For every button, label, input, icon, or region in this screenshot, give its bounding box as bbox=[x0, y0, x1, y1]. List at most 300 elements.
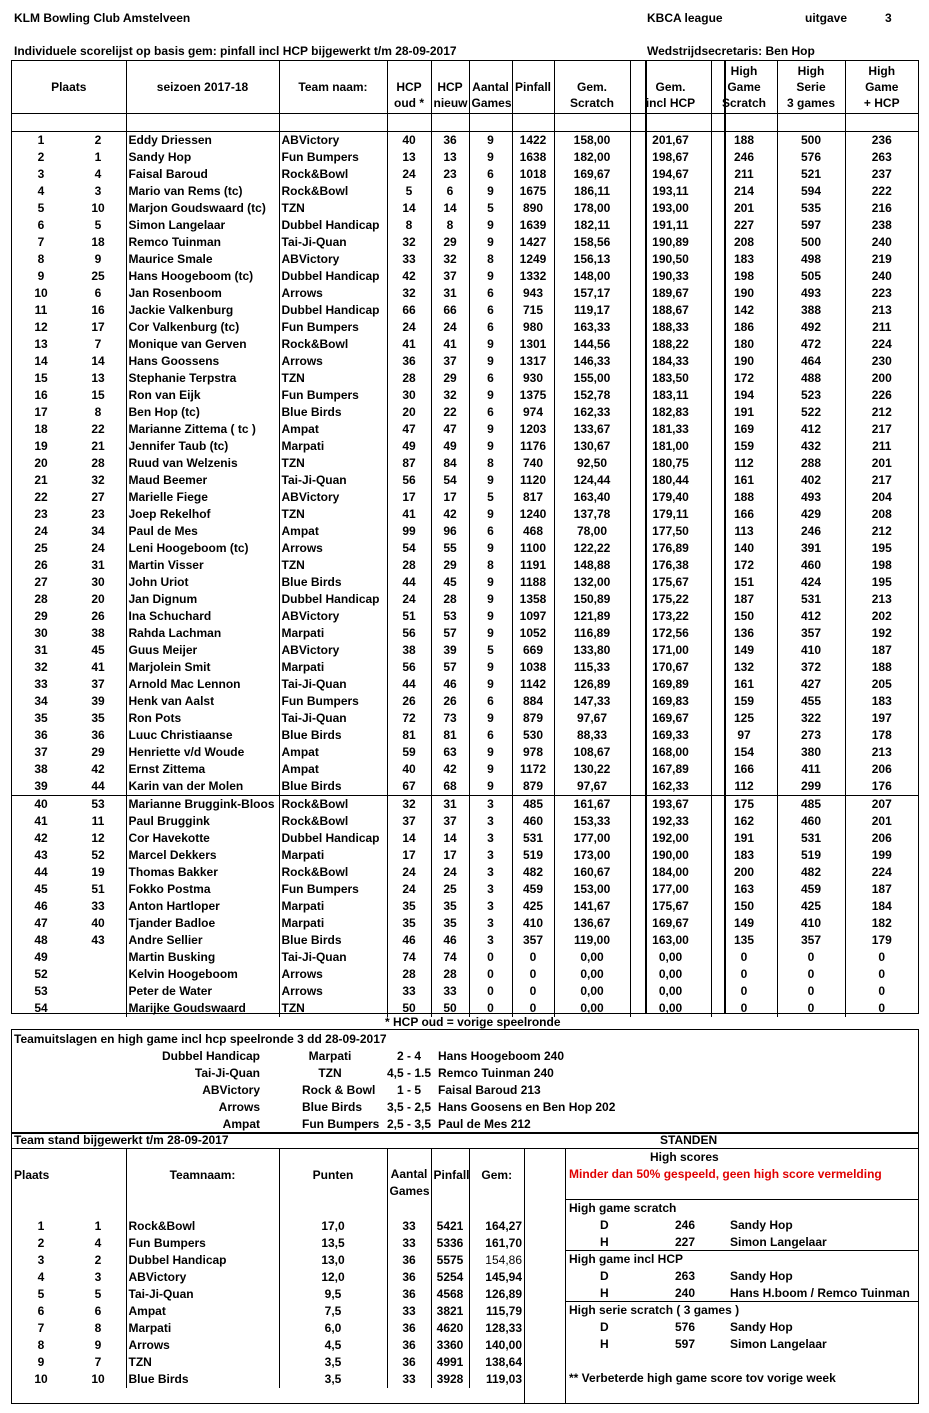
player-row bbox=[12, 693, 918, 710]
rank-cell bbox=[12, 693, 126, 710]
gem-hcp: 184,00 bbox=[630, 864, 711, 881]
player-name: Simon Langelaar bbox=[126, 217, 279, 234]
high-serie: 410 bbox=[777, 642, 845, 659]
player-name: Joep Rekelhof bbox=[126, 506, 279, 523]
gem-hcp: 188,67 bbox=[630, 302, 711, 319]
prev-rank: 42 bbox=[91, 762, 105, 776]
player-row bbox=[12, 574, 918, 591]
points: 12,0 bbox=[279, 1269, 387, 1286]
high-serie: 500 bbox=[777, 234, 845, 251]
hcp-oud: 14 bbox=[387, 200, 431, 217]
player-name: Martin Visser bbox=[126, 557, 279, 574]
team-name: Dubbel Handicap bbox=[279, 591, 387, 608]
player-row bbox=[12, 608, 918, 625]
pinfall: 485 bbox=[512, 796, 554, 814]
gem-scratch: 178,00 bbox=[554, 200, 630, 217]
rank: 1 bbox=[37, 1219, 45, 1233]
high-serie: 432 bbox=[777, 438, 845, 455]
col-high-serie bbox=[777, 61, 845, 114]
points: 6,0 bbox=[279, 1320, 387, 1337]
gem-scratch: 97,67 bbox=[554, 710, 630, 727]
hcp-oud: 42 bbox=[387, 268, 431, 285]
home-team: Dubbel Handicap bbox=[161, 1049, 260, 1063]
rank-cell bbox=[12, 659, 126, 676]
hcp-nieuw: 14 bbox=[431, 200, 469, 217]
rank-cell bbox=[12, 881, 126, 898]
hcp-nieuw: 42 bbox=[431, 761, 469, 778]
player-name: Ben Hop (tc) bbox=[126, 404, 279, 421]
high-game: 246 bbox=[711, 149, 777, 166]
points: 3,5 bbox=[279, 1354, 387, 1371]
high-game: 208 bbox=[711, 234, 777, 251]
high-game-hcp: 237 bbox=[845, 166, 918, 183]
team-name: Arrows bbox=[279, 353, 387, 370]
high-game-hcp: 230 bbox=[845, 353, 918, 370]
pinfall: 669 bbox=[512, 642, 554, 659]
pinfall: 1675 bbox=[512, 183, 554, 200]
col-hcp-nieuw-l2: nieuw bbox=[433, 96, 468, 110]
gem-scratch: 182,00 bbox=[554, 149, 630, 166]
player-row bbox=[12, 353, 918, 370]
games: 9 bbox=[469, 234, 512, 251]
hcp-nieuw: 53 bbox=[431, 608, 469, 625]
home-team: Tai-Ji-Quan bbox=[194, 1066, 260, 1080]
games: 36 bbox=[387, 1354, 431, 1371]
rank: 8 bbox=[37, 252, 45, 266]
secretary: Wedstrijdsecretaris: Ben Hop bbox=[647, 44, 815, 58]
high-serie: 505 bbox=[777, 268, 845, 285]
score-value: 576 bbox=[674, 1320, 696, 1334]
hcp-nieuw: 37 bbox=[431, 813, 469, 830]
pinfall: 1301 bbox=[512, 336, 554, 353]
gem-scratch: 133,80 bbox=[554, 642, 630, 659]
pinfall: 5421 bbox=[431, 1218, 469, 1235]
high-game-hcp: 222 bbox=[845, 183, 918, 200]
games: 0 bbox=[469, 983, 512, 1000]
gem-scratch: 158,56 bbox=[554, 234, 630, 251]
high-game-hcp: 236 bbox=[845, 132, 918, 150]
hcp-nieuw: 49 bbox=[431, 438, 469, 455]
high-score-section-title: High game incl HCP bbox=[569, 1252, 684, 1266]
player-row bbox=[12, 591, 918, 608]
high-game-hcp: 206 bbox=[845, 761, 918, 778]
high-serie: 412 bbox=[777, 421, 845, 438]
list-subtitle: Individuele scorelijst op basis gem: pinfall incl HCP bijgewerkt t/m 28-09-2017 bbox=[14, 44, 457, 58]
rank: 44 bbox=[34, 865, 48, 879]
team-name: Tai-Ji-Quan bbox=[279, 472, 387, 489]
division-label: H bbox=[600, 1337, 609, 1351]
team-name: Blue Birds bbox=[126, 1371, 279, 1388]
player-row bbox=[12, 370, 918, 387]
team-name: Blue Birds bbox=[279, 778, 387, 796]
home-team: Ampat bbox=[222, 1117, 260, 1131]
pinfall: 1188 bbox=[512, 574, 554, 591]
prev-rank: 52 bbox=[91, 848, 105, 862]
player-name: Jackie Valkenburg bbox=[126, 302, 279, 319]
pinfall: 1358 bbox=[512, 591, 554, 608]
high-game-hcp: 213 bbox=[845, 744, 918, 761]
rank-cell bbox=[12, 438, 126, 455]
team-name: Rock&Bowl bbox=[126, 1218, 279, 1235]
player-name: Paul Bruggink bbox=[126, 813, 279, 830]
player-name: Paul de Mes bbox=[126, 523, 279, 540]
high-game: 227 bbox=[711, 217, 777, 234]
high-game: 112 bbox=[711, 455, 777, 472]
rank-cell bbox=[12, 506, 126, 523]
match-score: 3,5 - 2,5 bbox=[386, 1100, 432, 1114]
team-name: Fun Bumpers bbox=[279, 693, 387, 710]
player-row bbox=[12, 404, 918, 421]
prev-rank: 2 bbox=[94, 1253, 102, 1267]
rank-cell bbox=[12, 813, 126, 830]
team-name: TZN bbox=[279, 557, 387, 574]
rank: 27 bbox=[34, 575, 48, 589]
rank-cell bbox=[12, 710, 126, 727]
hcp-oud: 32 bbox=[387, 234, 431, 251]
gem-hcp: 175,67 bbox=[630, 898, 711, 915]
rank-cell bbox=[12, 830, 126, 847]
high-game: 162 bbox=[711, 813, 777, 830]
rank: 9 bbox=[37, 1355, 45, 1369]
player-row bbox=[12, 932, 918, 949]
points: 7,5 bbox=[279, 1303, 387, 1320]
hcp-oud: 46 bbox=[387, 932, 431, 949]
games: 9 bbox=[469, 506, 512, 523]
high-game: 154 bbox=[711, 744, 777, 761]
pinfall: 1240 bbox=[512, 506, 554, 523]
gem-scratch: 148,00 bbox=[554, 268, 630, 285]
gem-hcp: 182,83 bbox=[630, 404, 711, 421]
high-game-hcp: 0 bbox=[845, 966, 918, 983]
high-game-hcp: 240 bbox=[845, 268, 918, 285]
hcp-oud: 24 bbox=[387, 864, 431, 881]
high-game-hcp: 208 bbox=[845, 506, 918, 523]
high-game: 166 bbox=[711, 506, 777, 523]
team-name: Marpati bbox=[279, 659, 387, 676]
high-serie: 482 bbox=[777, 864, 845, 881]
col-high-game-hcp-l3: + HCP bbox=[863, 96, 900, 110]
hcp-nieuw: 26 bbox=[431, 693, 469, 710]
hcp-nieuw: 46 bbox=[431, 932, 469, 949]
player-name: Rahda Lachman bbox=[126, 625, 279, 642]
pinfall: 468 bbox=[512, 523, 554, 540]
standings-row bbox=[12, 1269, 524, 1286]
rank: 33 bbox=[34, 677, 48, 691]
rank: 3 bbox=[37, 1253, 45, 1267]
high-serie: 391 bbox=[777, 540, 845, 557]
pinfall: 890 bbox=[512, 200, 554, 217]
pinfall: 978 bbox=[512, 744, 554, 761]
player-name: Ron Pots bbox=[126, 710, 279, 727]
team-name: Rock&Bowl bbox=[279, 166, 387, 183]
hcp-nieuw: 6 bbox=[431, 183, 469, 200]
prev-rank: 8 bbox=[94, 405, 102, 419]
games: 6 bbox=[469, 166, 512, 183]
standings-body bbox=[12, 1218, 524, 1388]
player-name: Kelvin Hoogeboom bbox=[126, 966, 279, 983]
high-game-hcp: 205 bbox=[845, 676, 918, 693]
rank-cell bbox=[12, 166, 126, 183]
score-value: 263 bbox=[674, 1269, 696, 1283]
gem-hcp: 192,00 bbox=[630, 830, 711, 847]
pinfall: 1018 bbox=[512, 166, 554, 183]
team-name: Tai-Ji-Quan bbox=[279, 676, 387, 693]
high-game-hcp: 213 bbox=[845, 302, 918, 319]
hcp-nieuw: 23 bbox=[431, 166, 469, 183]
team-name: Fun Bumpers bbox=[279, 387, 387, 404]
player-name: Hans Goossens bbox=[126, 353, 279, 370]
prev-rank: 1 bbox=[94, 1219, 102, 1233]
prev-rank: 41 bbox=[91, 660, 105, 674]
rank: 31 bbox=[34, 643, 48, 657]
hcp-oud: 54 bbox=[387, 540, 431, 557]
games: 6 bbox=[469, 285, 512, 302]
gem-hcp: 190,33 bbox=[630, 268, 711, 285]
hcp-nieuw: 28 bbox=[431, 966, 469, 983]
high-game-hcp: 187 bbox=[845, 642, 918, 659]
high-game-hcp: 202 bbox=[845, 608, 918, 625]
rank: 54 bbox=[34, 1001, 48, 1015]
rank: 46 bbox=[34, 899, 48, 913]
hcp-oud: 24 bbox=[387, 319, 431, 336]
high-game-hcp: 216 bbox=[845, 200, 918, 217]
high-serie: 288 bbox=[777, 455, 845, 472]
pinfall: 3821 bbox=[431, 1303, 469, 1320]
hcp-nieuw: 57 bbox=[431, 659, 469, 676]
games: 9 bbox=[469, 710, 512, 727]
player-name: Arnold Mac Lennon bbox=[126, 676, 279, 693]
high-game: 149 bbox=[711, 642, 777, 659]
gem-scratch: 119,17 bbox=[554, 302, 630, 319]
rank: 11 bbox=[34, 303, 48, 317]
gem-scratch: 78,00 bbox=[554, 523, 630, 540]
hcp-nieuw: 33 bbox=[431, 983, 469, 1000]
hcp-nieuw: 17 bbox=[431, 489, 469, 506]
hcp-nieuw: 37 bbox=[431, 268, 469, 285]
high-game: 200 bbox=[711, 864, 777, 881]
col-gem-scratch bbox=[554, 61, 630, 114]
player-row bbox=[12, 234, 918, 251]
rank-cell bbox=[12, 149, 126, 166]
team-name: Arrows bbox=[279, 966, 387, 983]
rank: 49 bbox=[34, 950, 48, 964]
high-game-hcp: 195 bbox=[845, 540, 918, 557]
player-row bbox=[12, 285, 918, 302]
away-team: Marpati bbox=[308, 1049, 352, 1063]
games: 5 bbox=[469, 642, 512, 659]
score-player: Simon Langelaar bbox=[730, 1337, 827, 1351]
high-game: 159 bbox=[711, 438, 777, 455]
player-row bbox=[12, 915, 918, 932]
pinfall: 930 bbox=[512, 370, 554, 387]
gem-scratch: 153,00 bbox=[554, 881, 630, 898]
rank: 7 bbox=[37, 1321, 45, 1335]
gem-scratch: 152,78 bbox=[554, 387, 630, 404]
player-row bbox=[12, 642, 918, 659]
prev-rank: 19 bbox=[91, 865, 105, 879]
col-plaats: Plaats bbox=[51, 80, 87, 94]
col-high-game-hcp bbox=[845, 61, 918, 114]
high-game: 183 bbox=[711, 251, 777, 268]
games: 8 bbox=[469, 455, 512, 472]
rank: 4 bbox=[37, 1270, 45, 1284]
away-team: Rock & Bowl bbox=[302, 1083, 376, 1097]
col-pinfall: Pinfall bbox=[512, 61, 554, 114]
section-divider bbox=[566, 1250, 918, 1251]
player-row bbox=[12, 336, 918, 353]
gem-hcp: 180,75 bbox=[630, 455, 711, 472]
pinfall: 715 bbox=[512, 302, 554, 319]
points: 13,5 bbox=[279, 1235, 387, 1252]
high-game-hcp: 178 bbox=[845, 727, 918, 744]
player-name: Guus Meijer bbox=[126, 642, 279, 659]
gem-scratch: 115,33 bbox=[554, 659, 630, 676]
rank: 34 bbox=[34, 694, 48, 708]
rank: 37 bbox=[34, 745, 48, 759]
games: 9 bbox=[469, 336, 512, 353]
hcp-nieuw: 24 bbox=[431, 319, 469, 336]
player-row bbox=[12, 778, 918, 796]
high-serie: 402 bbox=[777, 472, 845, 489]
high-game: 191 bbox=[711, 830, 777, 847]
hcp-nieuw: 45 bbox=[431, 574, 469, 591]
pinfall: 879 bbox=[512, 710, 554, 727]
hcp-oud: 47 bbox=[387, 421, 431, 438]
games: 3 bbox=[469, 830, 512, 847]
hcp-oud: 44 bbox=[387, 676, 431, 693]
gem-hcp: 171,00 bbox=[630, 642, 711, 659]
player-row bbox=[12, 319, 918, 336]
hcp-oud: 50 bbox=[387, 1000, 431, 1017]
high-game: 135 bbox=[711, 932, 777, 949]
prev-rank: 33 bbox=[91, 899, 105, 913]
games: 9 bbox=[469, 761, 512, 778]
gem-scratch: 161,67 bbox=[554, 796, 630, 814]
prev-rank: 37 bbox=[91, 677, 105, 691]
high-score-section-title: High game scratch bbox=[569, 1201, 677, 1215]
high-game: 142 bbox=[711, 302, 777, 319]
rank: 42 bbox=[34, 831, 48, 845]
score-value: 597 bbox=[674, 1337, 696, 1351]
rank-cell bbox=[12, 1320, 126, 1337]
gem-scratch: 126,89 bbox=[554, 676, 630, 693]
high-game-hcp: 217 bbox=[845, 421, 918, 438]
high-game: 180 bbox=[711, 336, 777, 353]
st-col-pinfall: Pinfall bbox=[431, 1149, 469, 1201]
player-row bbox=[12, 847, 918, 864]
hcp-oud: 35 bbox=[387, 915, 431, 932]
gem-hcp: 190,89 bbox=[630, 234, 711, 251]
high-game: 211 bbox=[711, 166, 777, 183]
high-game-hcp: 238 bbox=[845, 217, 918, 234]
rank: 43 bbox=[34, 848, 48, 862]
points: 13,0 bbox=[279, 1252, 387, 1269]
high-game-hcp: 195 bbox=[845, 574, 918, 591]
prev-rank: 38 bbox=[91, 626, 105, 640]
score-value: 227 bbox=[674, 1235, 696, 1249]
player-name: Martin Busking bbox=[126, 949, 279, 966]
games: 9 bbox=[469, 472, 512, 489]
rank-cell bbox=[12, 574, 126, 591]
pinfall: 3360 bbox=[431, 1337, 469, 1354]
rank-cell bbox=[12, 217, 126, 234]
gem-scratch: 155,00 bbox=[554, 370, 630, 387]
hcp-oud: 67 bbox=[387, 778, 431, 796]
pinfall: 425 bbox=[512, 898, 554, 915]
standen-label: STANDEN bbox=[660, 1133, 718, 1147]
games: 9 bbox=[469, 268, 512, 285]
hcp-nieuw: 55 bbox=[431, 540, 469, 557]
team-name: Marpati bbox=[279, 438, 387, 455]
rank-cell bbox=[12, 966, 126, 983]
prev-rank: 6 bbox=[94, 1304, 102, 1318]
hcp-nieuw: 66 bbox=[431, 302, 469, 319]
standings-row bbox=[12, 1337, 524, 1354]
away-team: Fun Bumpers bbox=[302, 1117, 380, 1131]
rank-cell bbox=[12, 676, 126, 693]
high-game: 190 bbox=[711, 285, 777, 302]
hcp-oud: 59 bbox=[387, 744, 431, 761]
hcp-oud: 56 bbox=[387, 625, 431, 642]
rank-cell bbox=[12, 421, 126, 438]
rank-cell bbox=[12, 1371, 126, 1388]
player-name: Maurice Smale bbox=[126, 251, 279, 268]
hcp-nieuw: 57 bbox=[431, 625, 469, 642]
rank-cell bbox=[12, 744, 126, 761]
rank: 9 bbox=[37, 269, 45, 283]
high-serie: 460 bbox=[777, 813, 845, 830]
gem-hcp: 201,67 bbox=[630, 132, 711, 150]
games: 3 bbox=[469, 881, 512, 898]
games: 3 bbox=[469, 864, 512, 881]
team-name: Marpati bbox=[126, 1320, 279, 1337]
home-team: ABVictory bbox=[202, 1083, 260, 1097]
away-team: TZN bbox=[318, 1066, 342, 1080]
gem-scratch: 124,44 bbox=[554, 472, 630, 489]
high-game: 214 bbox=[711, 183, 777, 200]
hcp-oud: 72 bbox=[387, 710, 431, 727]
gem-hcp: 162,33 bbox=[630, 778, 711, 796]
hcp-nieuw: 47 bbox=[431, 421, 469, 438]
high-game-hcp: 207 bbox=[845, 796, 918, 814]
rank: 8 bbox=[37, 1338, 45, 1352]
division-label: H bbox=[600, 1286, 609, 1300]
hcp-oud: 28 bbox=[387, 370, 431, 387]
high-game: 186 bbox=[711, 319, 777, 336]
rank-cell bbox=[12, 353, 126, 370]
high-serie: 388 bbox=[777, 302, 845, 319]
high-game-hcp: 182 bbox=[845, 915, 918, 932]
rank: 6 bbox=[37, 1304, 45, 1318]
high-game: 0 bbox=[711, 966, 777, 983]
average: 126,89 bbox=[469, 1286, 524, 1303]
gem-hcp: 172,56 bbox=[630, 625, 711, 642]
high-serie: 498 bbox=[777, 251, 845, 268]
rank-cell bbox=[12, 1303, 126, 1320]
pinfall: 884 bbox=[512, 693, 554, 710]
col-high-game bbox=[711, 61, 777, 114]
prev-rank: 10 bbox=[91, 201, 105, 215]
hcp-oud: 28 bbox=[387, 966, 431, 983]
high-game-hcp: 223 bbox=[845, 285, 918, 302]
player-name: Marcel Dekkers bbox=[126, 847, 279, 864]
team-name: Arrows bbox=[279, 983, 387, 1000]
games: 36 bbox=[387, 1286, 431, 1303]
score-player: Sandy Hop bbox=[730, 1218, 793, 1232]
standings-spacer-row bbox=[12, 1201, 524, 1218]
match-score: 2,5 - 3,5 bbox=[386, 1117, 432, 1131]
hcp-oud: 33 bbox=[387, 251, 431, 268]
